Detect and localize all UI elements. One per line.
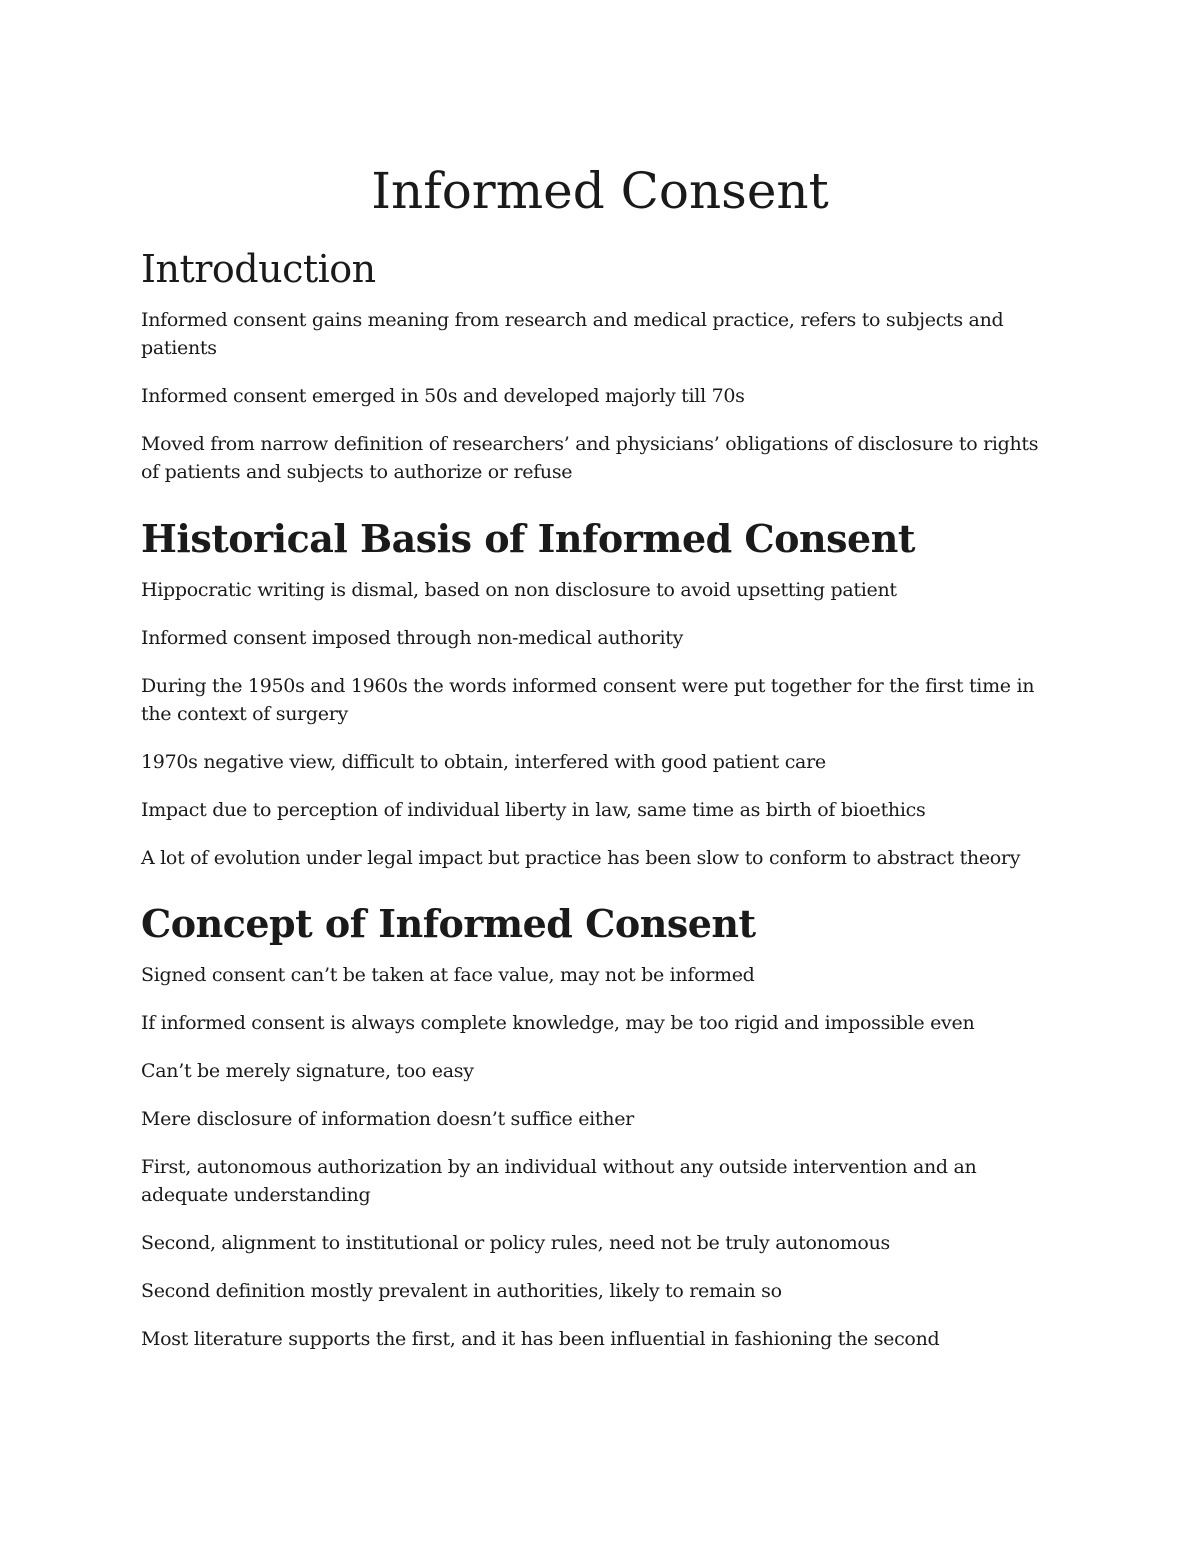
paragraph: Informed consent emerged in 50s and developed majorly till 70s — [141, 385, 745, 407]
paragraph: Second definition mostly prevalent in authorities, likely to remain so — [141, 1280, 782, 1302]
paragraph: Mere disclosure of information doesn’t suffice either — [141, 1108, 634, 1130]
section-introduction — [141, 244, 1061, 506]
paragraph: Can’t be merely signature, too easy — [141, 1060, 474, 1082]
paragraph: Hippocratic writing is dismal, based on non disclosure to avoid upsetting patient — [141, 579, 897, 601]
paragraph: A lot of evolution under legal impact but practice has been slow to conform to abstract theory — [141, 847, 1021, 869]
paragraph: During the 1950s and 1960s the words informed consent were put together for the first time in the context of surgery — [141, 675, 1035, 725]
paragraph: Most literature supports the first, and it has been influential in fashioning the second — [141, 1328, 940, 1350]
paragraph: First, autonomous authorization by an individual without any outside intervention and an adequate understanding — [141, 1156, 977, 1206]
section-heading: Concept of Informed Consent — [141, 901, 756, 946]
section-historical-basis — [141, 514, 1061, 892]
section-concept — [141, 899, 1061, 1373]
paragraph: 1970s negative view, difficult to obtain, interfered with good patient care — [141, 751, 826, 773]
paragraph: Second, alignment to institutional or policy rules, need not be truly autonomous — [141, 1232, 890, 1254]
paragraph: Informed consent gains meaning from research and medical practice, refers to subjects and patients — [141, 309, 1004, 359]
section-heading: Historical Basis of Informed Consent — [141, 516, 915, 561]
paragraph: Informed consent imposed through non-medical authority — [141, 627, 684, 649]
paragraph: Signed consent can’t be taken at face value, may not be informed — [141, 964, 755, 986]
paragraph: Impact due to perception of individual liberty in law, same time as birth of bioethics — [141, 799, 926, 821]
paragraph: Moved from narrow definition of researchers’ and physicians’ obligations of disclosure to rights of patients and subjects to authorize or refuse — [141, 433, 1039, 483]
section-heading: Introduction — [141, 247, 376, 291]
document-title: Informed Consent — [371, 162, 829, 220]
paragraph: If informed consent is always complete knowledge, may be too rigid and impossible even — [141, 1012, 975, 1034]
